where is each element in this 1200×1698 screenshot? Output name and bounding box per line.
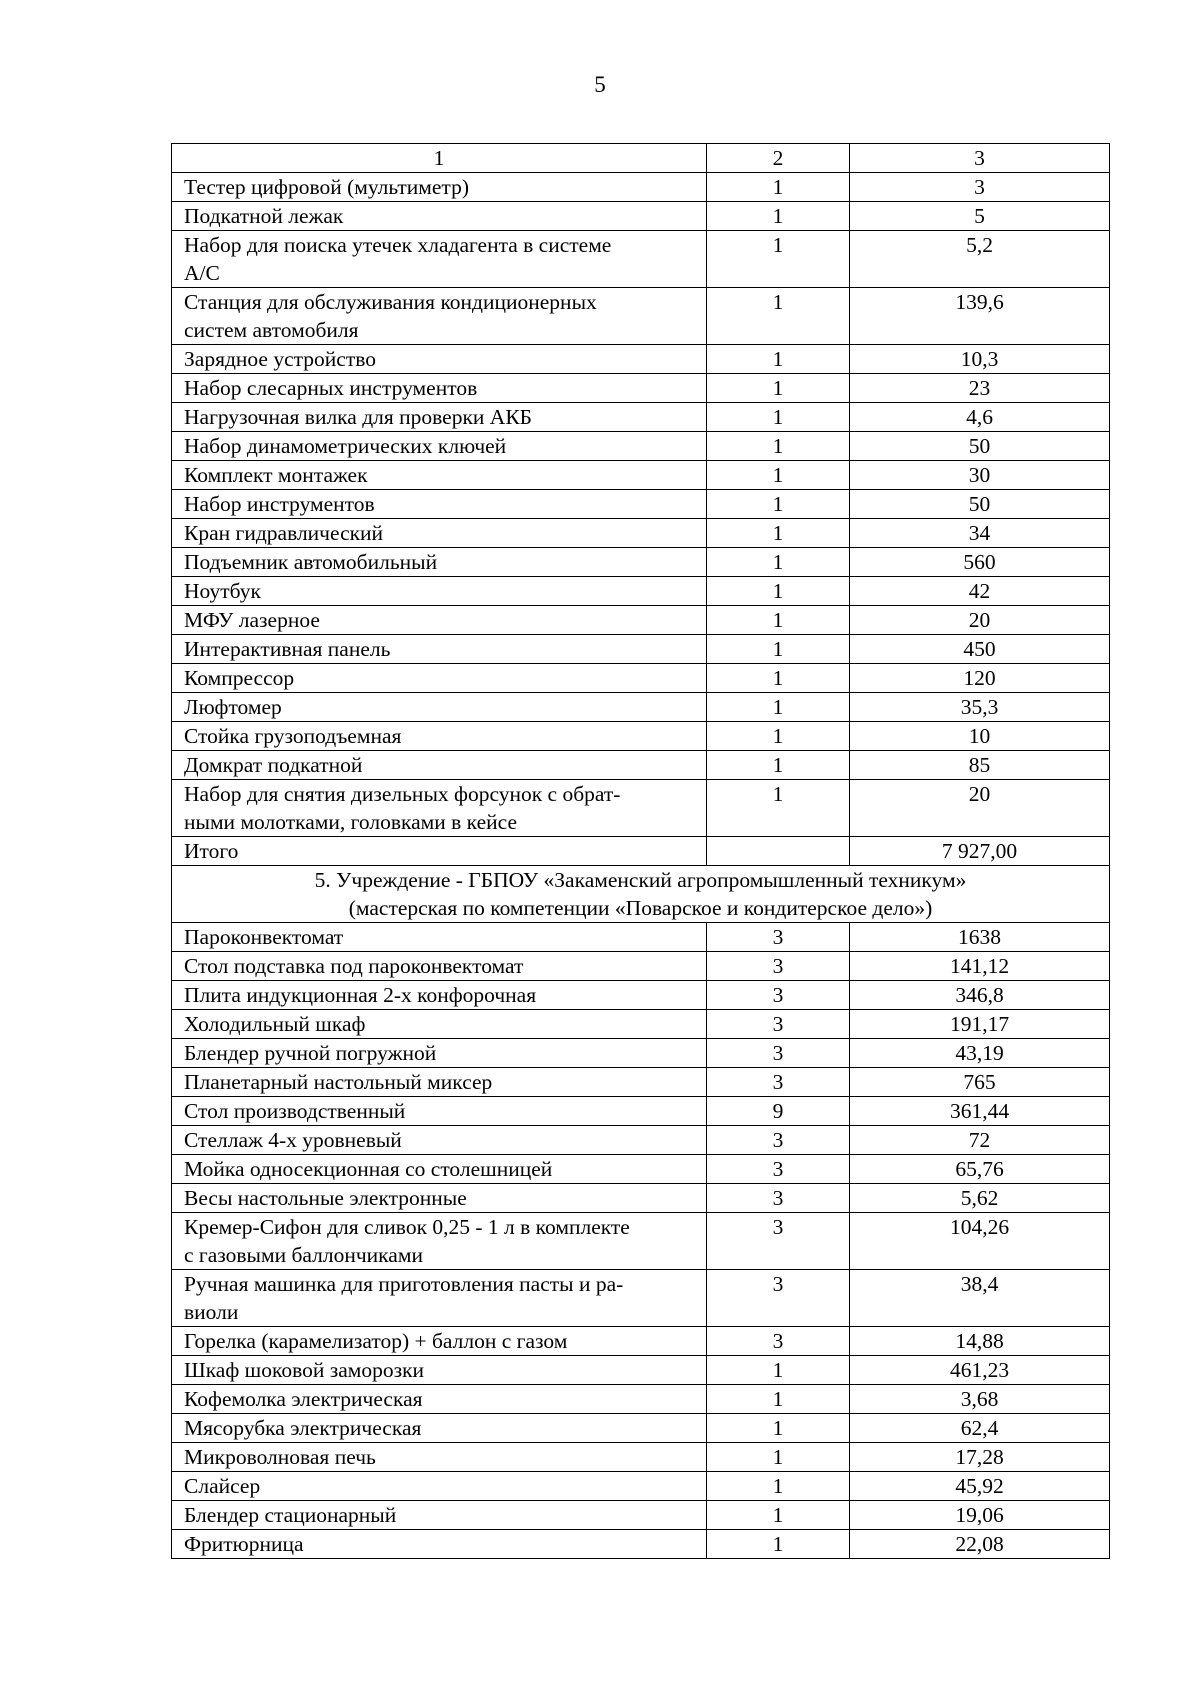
item-sum: 34 (850, 519, 1110, 548)
item-name-line: виоли (184, 1300, 239, 1324)
item-name (172, 432, 707, 461)
item-name-line: Кремер-Сифон для сливок 0,25 - 1 л в комплекте (184, 1215, 630, 1239)
table-row (172, 1443, 1110, 1472)
item-sum: 765 (850, 1068, 1110, 1097)
table-row (172, 952, 1110, 981)
item-sum: 17,28 (850, 1443, 1110, 1472)
item-sum: 23 (850, 374, 1110, 403)
item-name-line: Весы настольные электронные (184, 1186, 467, 1210)
item-name (172, 1414, 707, 1443)
item-name-line: А/С (184, 261, 220, 285)
item-quantity: 1 (707, 606, 850, 635)
item-name-line: Интерактивная панель (184, 637, 391, 661)
item-sum: 139,6 (850, 288, 1110, 345)
item-name (172, 202, 707, 231)
table-row (172, 202, 1110, 231)
item-quantity: 3 (707, 1010, 850, 1039)
item-quantity: 1 (707, 1356, 850, 1385)
item-quantity: 1 (707, 1530, 850, 1559)
item-name-line: Набор для снятия дизельных форсунок с обрат- (184, 782, 621, 806)
item-name-line: Стол производственный (184, 1099, 406, 1123)
table-row (172, 1010, 1110, 1039)
table-row (172, 345, 1110, 374)
table-row (172, 780, 1110, 837)
item-quantity: 3 (707, 1270, 850, 1327)
table-row (172, 1472, 1110, 1501)
item-sum: 1638 (850, 923, 1110, 952)
item-quantity: 1 (707, 548, 850, 577)
item-sum: 104,26 (850, 1213, 1110, 1270)
item-sum: 30 (850, 461, 1110, 490)
table-row (172, 1039, 1110, 1068)
section-title (172, 866, 1110, 923)
item-sum: 19,06 (850, 1501, 1110, 1530)
item-name (172, 1126, 707, 1155)
item-name-line: Домкрат подкатной (184, 753, 363, 777)
item-name (172, 1068, 707, 1097)
table-row (172, 635, 1110, 664)
table-row (172, 1126, 1110, 1155)
table-row (172, 1414, 1110, 1443)
item-name-line: Шкаф шоковой заморозки (184, 1358, 425, 1382)
table-row (172, 923, 1110, 952)
item-quantity: 1 (707, 577, 850, 606)
item-name-line: Тестер цифровой (мультиметр) (184, 175, 469, 199)
item-quantity: 1 (707, 635, 850, 664)
item-sum: 72 (850, 1126, 1110, 1155)
item-name (172, 1530, 707, 1559)
item-name-line: Пароконвектомат (184, 925, 344, 949)
item-quantity: 3 (707, 952, 850, 981)
table-row (172, 288, 1110, 345)
table-row (172, 1155, 1110, 1184)
item-sum: 560 (850, 548, 1110, 577)
table-row (172, 722, 1110, 751)
item-quantity: 3 (707, 981, 850, 1010)
item-name-line: Комплект монтажек (184, 463, 368, 487)
item-name-line: МФУ лазерное (184, 608, 320, 632)
item-sum: 20 (850, 606, 1110, 635)
item-name (172, 1385, 707, 1414)
item-sum: 10 (850, 722, 1110, 751)
item-name-line: Ноутбук (184, 579, 261, 603)
item-name-line: Фритюрница (184, 1532, 304, 1556)
item-quantity: 3 (707, 1068, 850, 1097)
column-number-row (172, 144, 1110, 173)
item-name-line: Кофемолка электрическая (184, 1387, 423, 1411)
item-name-line: систем автомобиля (184, 318, 359, 342)
item-sum: 4,6 (850, 403, 1110, 432)
item-name (172, 288, 707, 345)
item-name-line: Набор слесарных инструментов (184, 376, 478, 400)
item-name (172, 722, 707, 751)
table-row (172, 490, 1110, 519)
item-name-line: Набор инструментов (184, 492, 375, 516)
item-sum: 62,4 (850, 1414, 1110, 1443)
item-sum: 22,08 (850, 1530, 1110, 1559)
item-name-line: Холодильный шкаф (184, 1012, 366, 1036)
item-name (172, 952, 707, 981)
table-row (172, 693, 1110, 722)
item-quantity: 1 (707, 1501, 850, 1530)
item-sum: 346,8 (850, 981, 1110, 1010)
item-quantity: 1 (707, 1385, 850, 1414)
item-name (172, 1039, 707, 1068)
item-sum: 5,2 (850, 231, 1110, 288)
item-sum: 191,17 (850, 1010, 1110, 1039)
item-name (172, 173, 707, 202)
table-row (172, 403, 1110, 432)
total-label: Итого (172, 837, 707, 866)
item-quantity: 1 (707, 432, 850, 461)
item-quantity: 1 (707, 751, 850, 780)
item-name-line: Горелка (карамелизатор) + баллон с газом (184, 1329, 568, 1353)
item-sum: 20 (850, 780, 1110, 837)
item-sum: 38,4 (850, 1270, 1110, 1327)
item-name (172, 461, 707, 490)
item-name-line: Блендер стационарный (184, 1503, 397, 1527)
item-name (172, 693, 707, 722)
item-name-line: Подъемник автомобильный (184, 550, 438, 574)
item-sum: 50 (850, 432, 1110, 461)
item-name (172, 981, 707, 1010)
table-row (172, 548, 1110, 577)
item-quantity: 3 (707, 923, 850, 952)
item-name (172, 1356, 707, 1385)
table-row (172, 374, 1110, 403)
item-quantity: 1 (707, 202, 850, 231)
table-row (172, 981, 1110, 1010)
item-name-line: Стойка грузоподъемная (184, 724, 402, 748)
item-sum: 141,12 (850, 952, 1110, 981)
column-number-3: 3 (850, 144, 1110, 173)
item-quantity: 1 (707, 1443, 850, 1472)
item-name (172, 1327, 707, 1356)
item-name (172, 519, 707, 548)
item-name-line: Стол подставка под пароконвектомат (184, 954, 524, 978)
item-quantity: 1 (707, 1472, 850, 1501)
item-quantity: 1 (707, 722, 850, 751)
item-name-line: Планетарный настольный миксер (184, 1070, 493, 1094)
table-row (172, 1327, 1110, 1356)
item-sum: 10,3 (850, 345, 1110, 374)
item-sum: 3 (850, 173, 1110, 202)
item-quantity: 1 (707, 173, 850, 202)
item-name (172, 1270, 707, 1327)
item-name-line: Мясорубка электрическая (184, 1416, 422, 1440)
table-row (172, 461, 1110, 490)
item-sum: 85 (850, 751, 1110, 780)
item-name (172, 1097, 707, 1126)
item-name (172, 1010, 707, 1039)
table-row (172, 1213, 1110, 1270)
item-name (172, 490, 707, 519)
item-name (172, 751, 707, 780)
table-row (172, 519, 1110, 548)
item-name (172, 374, 707, 403)
item-name (172, 548, 707, 577)
item-name-line: с газовыми баллончиками (184, 1243, 423, 1267)
item-sum: 45,92 (850, 1472, 1110, 1501)
item-quantity: 1 (707, 231, 850, 288)
item-sum: 461,23 (850, 1356, 1110, 1385)
item-sum: 65,76 (850, 1155, 1110, 1184)
item-name (172, 403, 707, 432)
table-row (172, 173, 1110, 202)
item-name-line: Люфтомер (184, 695, 282, 719)
table-row (172, 1501, 1110, 1530)
item-name-line: Слайсер (184, 1474, 261, 1498)
item-quantity: 3 (707, 1327, 850, 1356)
table-row (172, 1530, 1110, 1559)
item-name-line: Блендер ручной погружной (184, 1041, 437, 1065)
item-quantity: 3 (707, 1213, 850, 1270)
item-name (172, 1184, 707, 1213)
item-quantity: 1 (707, 490, 850, 519)
table-row (172, 231, 1110, 288)
table-row (172, 1068, 1110, 1097)
page-number: 5 (594, 72, 606, 97)
item-name (172, 635, 707, 664)
item-quantity: 1 (707, 345, 850, 374)
item-quantity: 3 (707, 1155, 850, 1184)
item-name-line: Компрессор (184, 666, 295, 690)
item-name-line: Стеллаж 4-х уровневый (184, 1128, 402, 1152)
table-row (172, 577, 1110, 606)
item-name (172, 923, 707, 952)
section-title-row (172, 866, 1110, 923)
item-quantity: 3 (707, 1126, 850, 1155)
item-quantity: 1 (707, 288, 850, 345)
equipment-table (171, 143, 1110, 1559)
total-sum: 7 927,00 (850, 837, 1110, 866)
item-name-line: Набор динамометрических ключей (184, 434, 507, 458)
item-name-line: Ручная машинка для приготовления пасты и ра- (184, 1272, 624, 1296)
item-name-line: Плита индукционная 2-х конфорочная (184, 983, 537, 1007)
item-quantity: 3 (707, 1039, 850, 1068)
item-sum: 361,44 (850, 1097, 1110, 1126)
item-name (172, 1213, 707, 1270)
table-row (172, 751, 1110, 780)
item-name (172, 780, 707, 837)
section-title-line: (мастерская по компетенции «Поварское и кондитерское дело») (348, 896, 933, 920)
item-name (172, 1501, 707, 1530)
item-sum: 35,3 (850, 693, 1110, 722)
item-name-line: Подкатной лежак (184, 204, 344, 228)
table-row (172, 1184, 1110, 1213)
item-name (172, 1443, 707, 1472)
item-name (172, 606, 707, 635)
item-name-line: Кран гидравлический (184, 521, 384, 545)
item-sum: 120 (850, 664, 1110, 693)
item-quantity: 1 (707, 664, 850, 693)
table-row (172, 1270, 1110, 1327)
table-row (172, 606, 1110, 635)
item-quantity: 1 (707, 1414, 850, 1443)
item-name-line: Мойка односекционная со столешницей (184, 1157, 553, 1181)
item-name (172, 577, 707, 606)
item-name-line: Набор для поиска утечек хладагента в системе (184, 233, 612, 257)
item-name-line: Нагрузочная вилка для проверки АКБ (184, 405, 533, 429)
item-quantity: 3 (707, 1184, 850, 1213)
total-quantity (707, 837, 850, 866)
item-quantity: 9 (707, 1097, 850, 1126)
section-title-line: 5. Учреждение - ГБПОУ «Закаменский агропромышленный техникум» (314, 868, 967, 892)
item-quantity: 1 (707, 693, 850, 722)
item-sum: 3,68 (850, 1385, 1110, 1414)
item-name-line: ными молотками, головками в кейсе (184, 810, 517, 834)
column-number-1: 1 (172, 144, 707, 173)
item-quantity: 1 (707, 403, 850, 432)
item-sum: 42 (850, 577, 1110, 606)
column-number-2: 2 (707, 144, 850, 173)
table-row (172, 1097, 1110, 1126)
item-quantity: 1 (707, 461, 850, 490)
item-quantity: 1 (707, 374, 850, 403)
item-name (172, 1155, 707, 1184)
item-sum: 5 (850, 202, 1110, 231)
item-name-line: Станция для обслуживания кондиционерных (184, 290, 597, 314)
table-row (172, 1385, 1110, 1414)
item-name (172, 345, 707, 374)
item-name-line: Зарядное устройство (184, 347, 376, 371)
item-quantity: 1 (707, 519, 850, 548)
item-sum: 14,88 (850, 1327, 1110, 1356)
item-name (172, 664, 707, 693)
item-sum: 43,19 (850, 1039, 1110, 1068)
total-row (172, 837, 1110, 866)
item-name (172, 231, 707, 288)
item-sum: 5,62 (850, 1184, 1110, 1213)
table-row (172, 1356, 1110, 1385)
table-row (172, 432, 1110, 461)
item-sum: 450 (850, 635, 1110, 664)
item-sum: 50 (850, 490, 1110, 519)
item-quantity: 1 (707, 780, 850, 837)
equipment-table-body (172, 144, 1110, 1559)
table-row (172, 664, 1110, 693)
item-name-line: Микроволновая печь (184, 1445, 376, 1469)
item-name (172, 1472, 707, 1501)
